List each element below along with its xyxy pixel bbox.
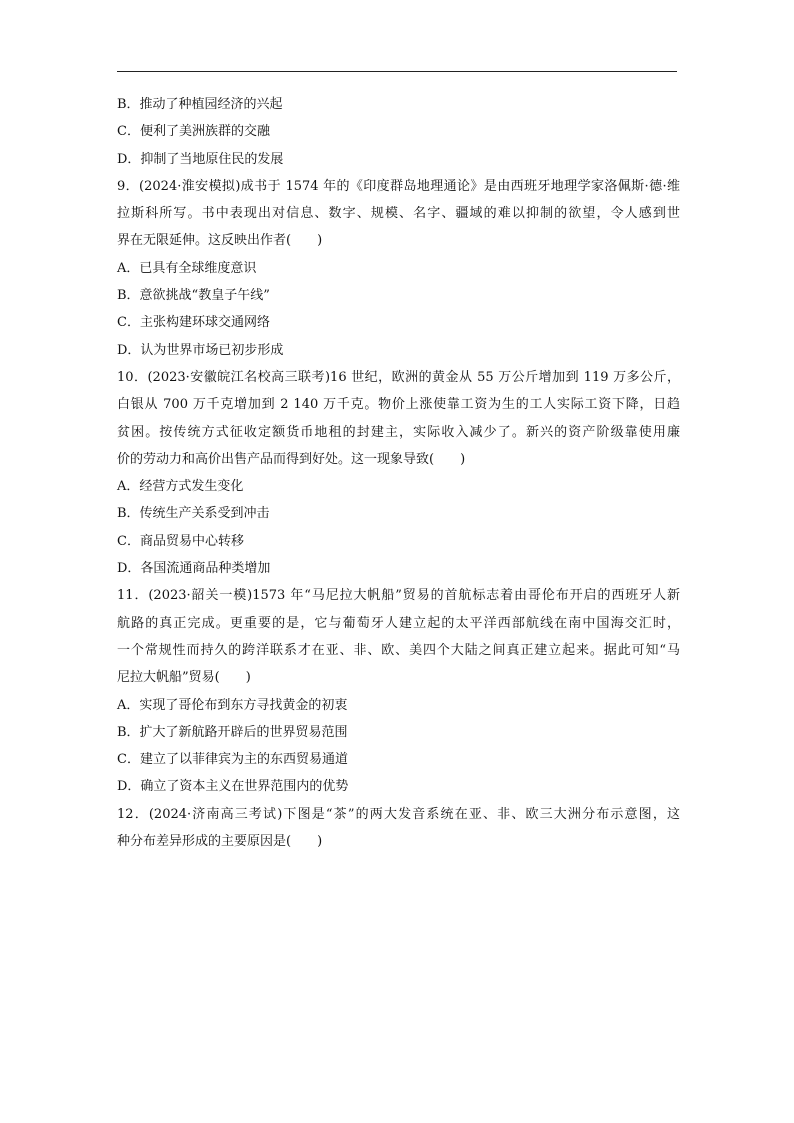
option-a: A．经营方式发生变化 — [117, 479, 244, 495]
option-a: A．实现了哥伦布到东方寻找黄金的初衷 — [117, 697, 348, 713]
question-stem-line: 种分布差异形成的主要原因是( ) — [117, 834, 323, 850]
question-stem-line: 12．(2024·济南高三考试)下图是“茶”的两大发音系统在亚、非、欧三大洲分布示意图，这 — [117, 806, 680, 822]
previous-question-options — [117, 91, 680, 173]
option-b: B．意欲挑战“教皇子午线” — [117, 288, 270, 304]
question-10 — [117, 364, 680, 582]
question-stem-line: 界在无限延伸。这反映出作者( ) — [117, 233, 323, 249]
option-b: B．传统生产关系受到冲击 — [117, 506, 270, 522]
question-stem-line: 贫困。按传统方式征收定额货币地租的封建主，实际收入减少了。新兴的资产阶级靠使用廉 — [117, 424, 680, 440]
option-b: B．扩大了新航路开辟后的世界贸易范围 — [117, 724, 348, 740]
option-c: C．主张构建环球交通网络 — [117, 315, 270, 331]
question-9 — [117, 173, 680, 364]
question-stem-line: 拉斯科所写。书中表现出对信息、数字、规模、名字、疆域的难以抑制的欲望，令人感到世 — [117, 206, 680, 222]
question-stem-line: 白银从 700 万千克增加到 2 140 万千克。物价上涨使靠工资为生的工人实际工资下降，日趋 — [117, 397, 680, 413]
option-a: A．已具有全球维度意识 — [117, 260, 257, 276]
exam-page-content — [117, 91, 680, 855]
option-d: D．抑制了当地原住民的发展 — [117, 151, 284, 167]
option-c: C．便利了美洲族群的交融 — [117, 124, 270, 140]
question-stem-line: 9．(2024·淮安模拟)成书于 1574 年的《印度群岛地理通论》是由西班牙地理学家洛佩斯·德·维 — [117, 178, 680, 194]
question-12 — [117, 801, 680, 856]
option-d: D．确立了资本主义在世界范围内的优势 — [117, 779, 349, 795]
question-11 — [117, 582, 680, 800]
option-d: D．认为世界市场已初步形成 — [117, 342, 284, 358]
option-d: D．各国流通商品种类增加 — [117, 561, 271, 577]
option-c: C．商品贸易中心转移 — [117, 533, 244, 549]
option-c: C．建立了以菲律宾为主的东西贸易通道 — [117, 752, 348, 768]
question-stem-line: 11．(2023·韶关一模)1573 年“马尼拉大帆船”贸易的首航标志着由哥伦布开启的西班牙人新 — [117, 588, 680, 604]
question-stem-line: 价的劳动力和高价出售产品而得到好处。这一现象导致( ) — [117, 451, 466, 467]
question-stem-line: 尼拉大帆船”贸易( ) — [117, 670, 251, 686]
question-stem-line: 10．(2023·安徽皖江名校高三联考)16 世纪，欧洲的黄金从 55 万公斤增加到 119 万多公斤， — [117, 369, 680, 385]
question-stem-line: 航路的真正完成。更重要的是，它与葡萄牙人建立起的太平洋西部航线在南中国海交汇时， — [117, 615, 680, 631]
header-rule — [117, 71, 677, 72]
option-b: B．推动了种植园经济的兴起 — [117, 97, 283, 112]
question-stem-line: 一个常规性而持久的跨洋联系才在亚、非、欧、美四个大陆之间真正建立起来。据此可知“马 — [117, 642, 680, 658]
